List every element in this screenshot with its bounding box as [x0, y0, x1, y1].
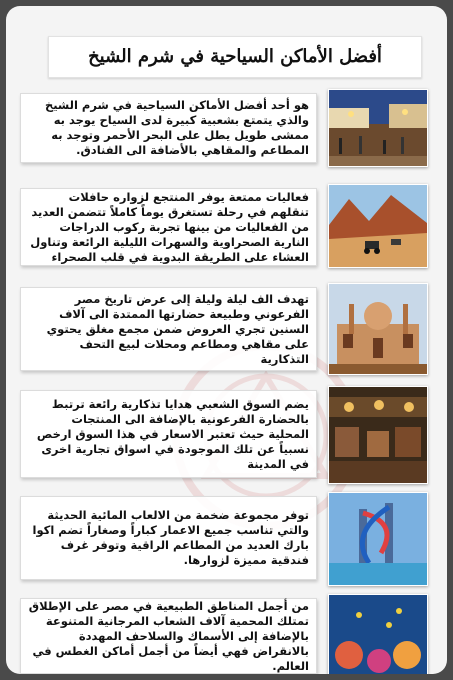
market-photo-icon: [328, 386, 428, 484]
infographic-card: [6, 6, 447, 674]
section-ras-mohammed: [20, 594, 432, 674]
section-aqua-park: [20, 492, 432, 584]
section-text: يضم السوق الشعبي هدايا تذكارية رائعة ترتبط بالحضارة الفرعونية بالإضافة الى المنتجات المحلية حيث تعتبر الاسعار في هذا السوق ارخص نسبياً عن تلك الموجودة في اسواق تجارية اخرى في المدينة: [36, 396, 309, 471]
coral-reef-photo-icon: [328, 594, 428, 674]
section-desert-safari: [20, 184, 432, 266]
section-text: هو أحد أفضل الأماكن السياحية في شرم الشيخ والذي يتمتع بشعبية كبيرة لدى السياح يوجد به ممشى طويل يطل على البحر الأحمر وتوجد به المطاعم والمقاهي بالأضافة الى الفنادق.: [44, 98, 309, 157]
aqua-park-photo-icon: [328, 492, 428, 586]
desert-safari-photo-icon: [328, 184, 428, 268]
promenade-photo-icon: [328, 89, 428, 167]
section-text: توفر مجموعة ضخمة من الالعاب المائية الحديثة والتي تناسب جميع الاعمار كباراً وصغاراً تضم اكوا بارك العديد من المطاعم الراقية وتوفر غرف فندقية مميزة لزوارها.: [32, 508, 309, 567]
section-text: فعاليات ممتعة يوفر المنتجع لزواره حافلات تنقلهم في رحلة تستغرق يوماً كاملاً تتضمن العديد من الفعاليات من بينها تجربة ركوب الدراجات النارية الصحراوية والسهرات الليلية الرائعة وتناول العشاء على الطريقة البدوية في قلب الصحراء: [30, 189, 309, 264]
section-text: تهدف الف ليلة وليلة إلى عرض تاريخ مصر الفرعوني وطبيعة حضارتها الممتدة الى آلاف السنين تجري العروض ضمن مجمع مغلق يحتوي على مقاهي ومطاعم ومحلات لبيع التحف التذكارية: [46, 291, 309, 366]
section-thousand-nights: [20, 283, 432, 373]
palace-photo-icon: [328, 283, 428, 375]
section-promenade: [20, 89, 432, 167]
section-text: من أجمل المناطق الطبيعية في مصر على الإطلاق تمتلك المحمية آلاف الشعاب المرجانية المتنوعة بالإضافة إلى الأسماك والسلاحف المهددة بالانقراض فهي أيضاً من أجمل أماكن الغطس في العالم.: [28, 598, 309, 673]
page-title: أفضل الأماكن السياحية في شرم الشيخ: [48, 36, 422, 78]
section-old-market: [20, 386, 432, 482]
